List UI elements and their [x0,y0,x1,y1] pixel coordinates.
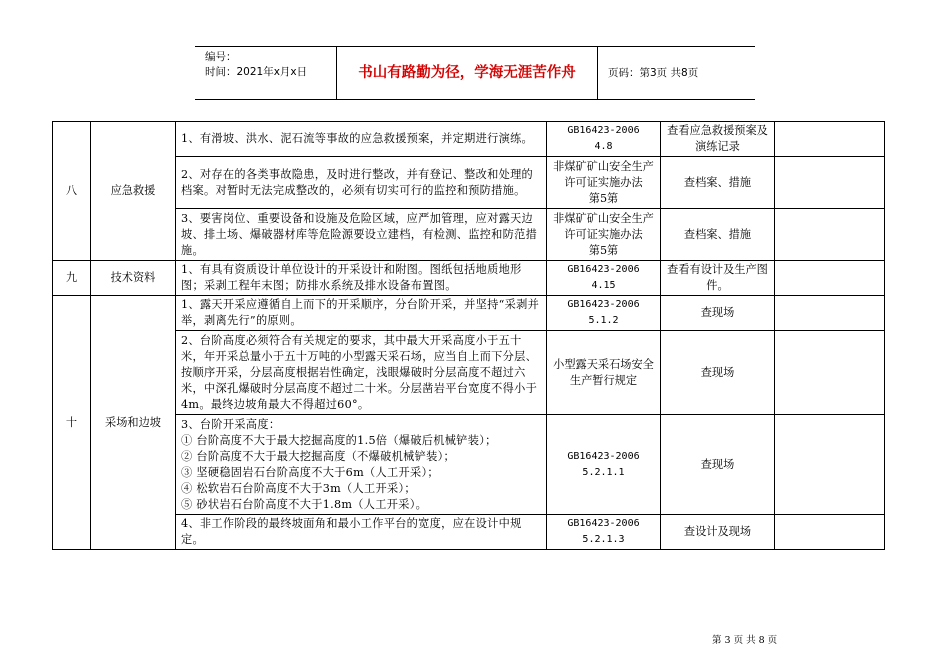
standard-cell: GB16423-2006 5.2.1.1 [547,415,661,515]
date-line: 时间：2021年x月x日 [205,66,308,78]
section-number: 十 [53,296,91,550]
inspection-method-cell: 查看应急救援预案及演练记录 [661,122,775,157]
inspection-table [52,121,885,550]
requirement-cell: 1、有滑坡、洪水、泥石流等事故的应急救援预案，并定期进行演练。 [176,122,547,157]
section-category: 采场和边坡 [91,296,176,550]
table-row [53,296,885,331]
requirement-cell: 3、要害岗位、重要设备和设施及危险区域，应严加管理，应对露天边坡、排土场、爆破器材库等危险源要设立建档，有检测、监控和防范措施。 [176,209,547,261]
table-row [53,415,885,515]
section-number: 九 [53,261,91,296]
table-row [53,157,885,209]
requirement-cell: 4、非工作阶段的最终坡面角和最小工作平台的宽度，应在设计中规定。 [176,515,547,550]
inspection-method-cell: 查现场 [661,296,775,331]
inspection-method-cell: 查看有设计及生产图件。 [661,261,775,296]
standard-cell: GB16423-2006 4.8 [547,122,661,157]
page-footer: 第 3 页 共 8 页 [712,635,778,646]
result-cell [775,331,885,415]
inspection-method-cell: 查现场 [661,331,775,415]
inspection-method-cell: 查设计及现场 [661,515,775,550]
result-cell [775,415,885,515]
table-row [53,331,885,415]
requirement-cell: 3、台阶开采高度： ① 台阶高度不大于最大挖掘高度的1.5倍（爆破后机械铲装）； ② 台阶高度不大于最大挖掘高度（不爆破机械铲装）； ③ 坚硬稳固岩石台阶高度不大于6m（人工开采）； ④ 松软岩石台阶高度不大于3m（人工开采）； ⑤ 砂状岩石台阶高度不大于1.8m（人工开采）。 [176,415,547,515]
standard-cell: GB16423-2006 4.15 [547,261,661,296]
table-row [53,261,885,296]
requirement-cell: 2、台阶高度必须符合有关规定的要求，其中最大开采高度小于五十米，年开采总量小于五十万吨的小型露天采石场，应当自上而下分层、按顺序开采，分层高度根据岩性确定，浅眼爆破时分层高度不超过六米，中深孔爆破时分层高度不超过二十米。分层凿岩平台宽度不得小于4m。最终边坡角最大不得超过60°。 [176,331,547,415]
result-cell [775,296,885,331]
standard-cell: GB16423-2006 5.2.1.3 [547,515,661,550]
section-category: 应急救援 [91,122,176,261]
section-number: 八 [53,122,91,261]
result-cell [775,261,885,296]
standard-cell: 非煤矿矿山安全生产许可证实施办法 第5第 [547,157,661,209]
result-cell [775,209,885,261]
motto: 书山有路勤为径，学海无涯苦作舟 [336,47,598,99]
inspection-method-cell: 查档案、措施 [661,157,775,209]
section-category: 技术资料 [91,261,176,296]
requirement-cell: 1、露天开采应遵循自上而下的开采顺序，分台阶开采，并坚持“采剥并举，剥离先行”的原则。 [176,296,547,331]
page-header [195,46,755,100]
standard-cell: 小型露天采石场安全生产暂行规定 [547,331,661,415]
result-cell [775,122,885,157]
header-meta [195,47,336,99]
inspection-method-cell: 查现场 [661,415,775,515]
result-cell [775,157,885,209]
standard-cell: 非煤矿矿山安全生产许可证实施办法 第5第 [547,209,661,261]
inspection-method-cell: 查档案、措施 [661,209,775,261]
requirement-cell: 1、有具有资质设计单位设计的开采设计和附图。图纸包括地质地形图；采剥工程年末图；防排水系统及排水设备布置图。 [176,261,547,296]
standard-cell: GB16423-2006 5.1.2 [547,296,661,331]
result-cell [775,515,885,550]
page-info: 页码：第3页 共8页 [608,67,699,79]
number-label: 编号： [205,51,237,63]
table-row [53,209,885,261]
table-row [53,515,885,550]
table-row [53,122,885,157]
requirement-cell: 2、对存在的各类事故隐患，及时进行整改，并有登记、整改和处理的档案。对暂时无法完成整改的，必须有切实可行的监控和预防措施。 [176,157,547,209]
